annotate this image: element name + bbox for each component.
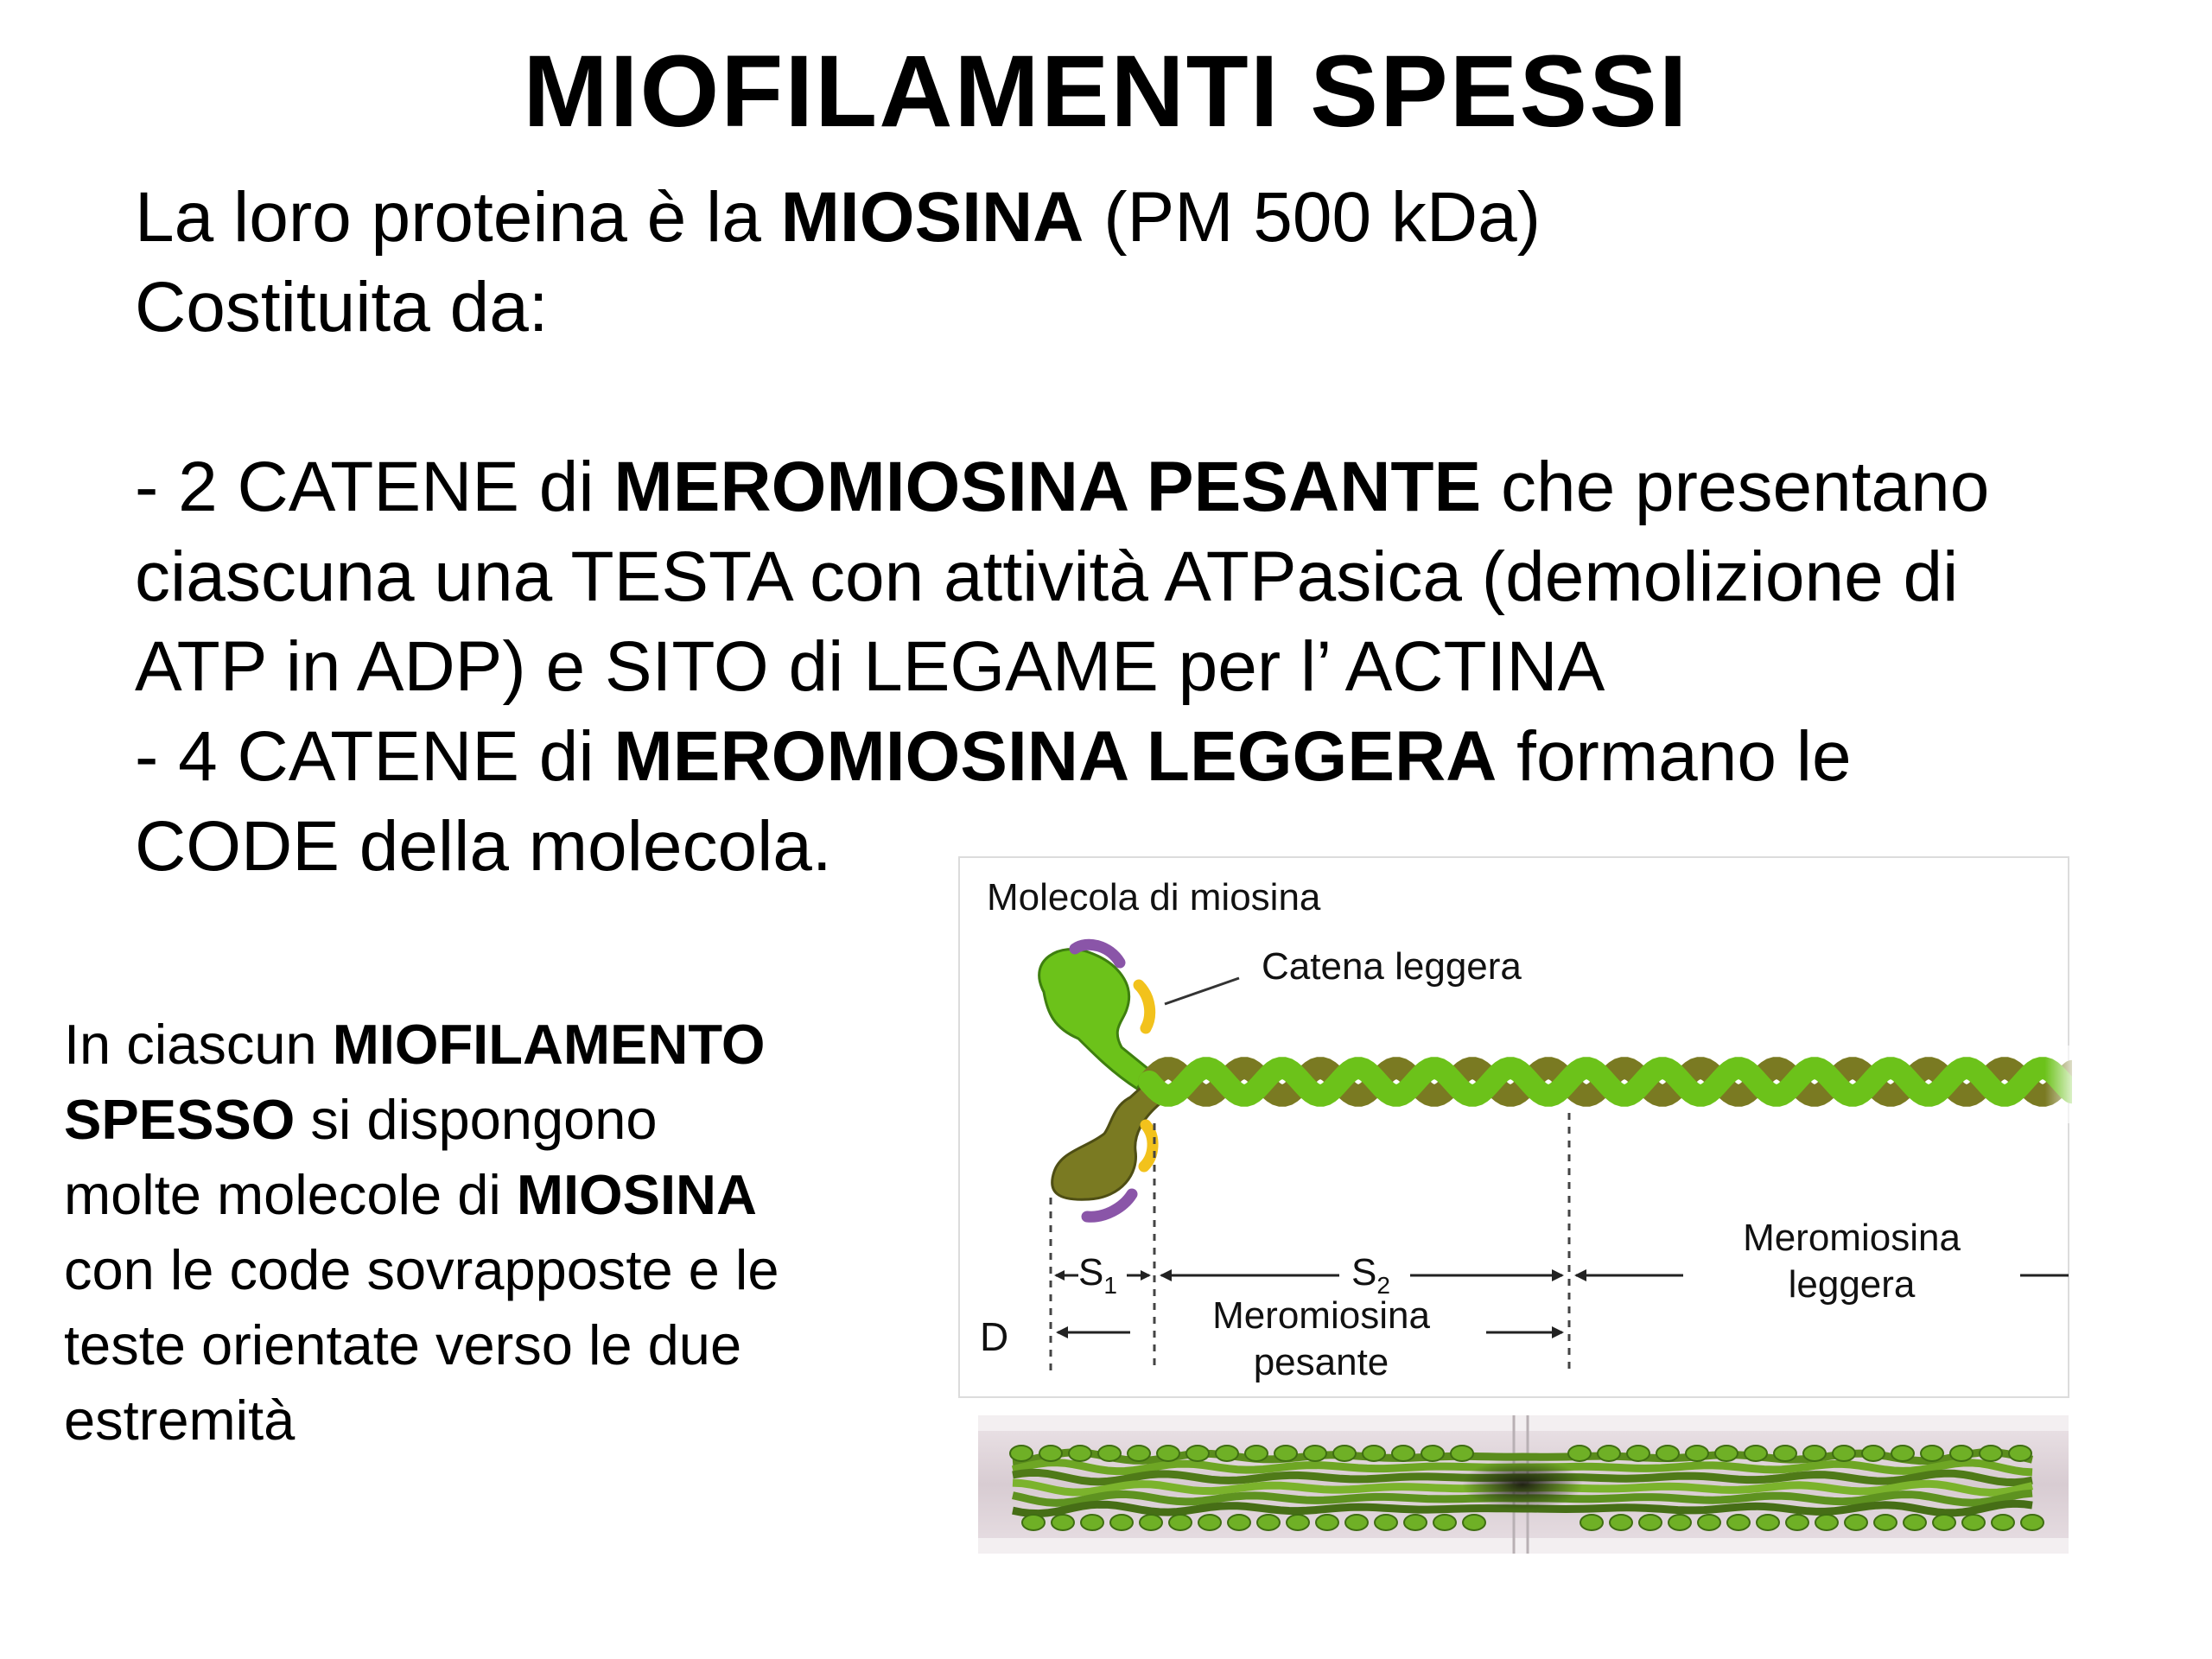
- myosin-head-blob: [1980, 1446, 2002, 1461]
- myosin-head-blob: [1098, 1446, 1121, 1461]
- diagram-caption: Molecola di miosina: [987, 876, 1321, 918]
- myosin-head-blob: [1245, 1446, 1268, 1461]
- intro-line-1: [135, 173, 2122, 263]
- myosin-head-blob: [1669, 1515, 1691, 1530]
- myosin-head-blob: [1421, 1446, 1444, 1461]
- myosin-head-blob: [1110, 1515, 1133, 1530]
- myosin-head-blob: [1568, 1446, 1591, 1461]
- myosin-head-blob: [1698, 1515, 1720, 1530]
- myosin-head-blob: [1157, 1446, 1179, 1461]
- tail-fade: [1891, 1046, 2072, 1123]
- upper-light-chain-yellow: [1139, 985, 1150, 1028]
- myosin-head-blob: [1891, 1446, 1914, 1461]
- s2-arrowhead-right: [1552, 1269, 1564, 1281]
- myosin-head-blob: [1433, 1515, 1456, 1530]
- myosin-head-blob: [1686, 1446, 1708, 1461]
- upper-head: [1039, 950, 1149, 1089]
- side-2b: si dispongono: [295, 1088, 658, 1151]
- light-arrowhead-left: [1574, 1269, 1586, 1281]
- myosin-head-blob: [1610, 1515, 1632, 1530]
- myosin-head-blob: [1715, 1446, 1738, 1461]
- s1-letter: S: [1078, 1251, 1104, 1294]
- myosin-head-blob: [1786, 1515, 1808, 1530]
- myosin-head-blob: [1815, 1515, 1838, 1530]
- myosin-head-blob: [1069, 1446, 1091, 1461]
- myosin-figure: [957, 855, 2072, 1573]
- myosin-head-blob: [1833, 1446, 1855, 1461]
- heavy-arrowhead-right: [1552, 1326, 1564, 1338]
- heavy-meromyosin-label: [1179, 1293, 1464, 1386]
- myosin-head-blob: [2021, 1515, 2044, 1530]
- myosin-head-blob: [1022, 1515, 1045, 1530]
- intro-line-1c: (PM 500 kDa): [1084, 178, 1541, 257]
- myosin-head-blob: [1287, 1515, 1309, 1530]
- myosin-head-blob: [1757, 1515, 1779, 1530]
- myosin-head-blob: [1580, 1515, 1603, 1530]
- myosin-head-blob: [1627, 1446, 1649, 1461]
- micrograph-top-band: [978, 1415, 2069, 1431]
- intro-text: [135, 173, 2122, 892]
- myosin-head-blob: [1081, 1515, 1103, 1530]
- lower-light-chain-yellow: [1144, 1125, 1153, 1166]
- heavy-chain-line-3: ATP in ADP) e SITO di LEGAME per l’ ACTINA: [135, 627, 1605, 706]
- heavy-chain-1b: MEROMIOSINA PESANTE: [613, 448, 1482, 526]
- myosin-molecule-diagram: [957, 855, 2072, 1408]
- panel-letter: D: [980, 1314, 1009, 1359]
- myosin-head-blob: [1228, 1515, 1250, 1530]
- myosin-head-blob: [1745, 1446, 1767, 1461]
- myosin-head-blob: [1992, 1515, 2014, 1530]
- myosin-head-blob: [1198, 1515, 1221, 1530]
- s1-arrowhead-right: [1141, 1270, 1151, 1281]
- heavy-chain-line-1: [135, 442, 2122, 532]
- s2-arrowhead-left: [1160, 1269, 1172, 1281]
- myosin-head-blob: [1656, 1446, 1679, 1461]
- side-3b: MIOSINA: [516, 1163, 757, 1226]
- myosin-head-blob: [1463, 1515, 1485, 1530]
- myosin-head-blob: [1404, 1515, 1427, 1530]
- myosin-head-blob: [1140, 1515, 1162, 1530]
- myosin-head-blob: [1375, 1515, 1397, 1530]
- light-chain-1b: MEROMIOSINA LEGGERA: [613, 717, 1497, 796]
- side-line-4: con le code sovrapposte e le: [64, 1238, 779, 1301]
- myosin-head-blob: [1128, 1446, 1150, 1461]
- side-3a: molte molecole di: [64, 1163, 517, 1226]
- myosin-head-blob: [1639, 1515, 1662, 1530]
- myosin-head-blob: [1862, 1446, 1885, 1461]
- heavy-chain-line-2: ciascuna una TESTA con attività ATPasica (demolizione di: [135, 537, 1959, 616]
- myosin-head-blob: [1304, 1446, 1326, 1461]
- myosin-head-blob: [1216, 1446, 1238, 1461]
- light-chain-1a: - 4 CATENE di: [135, 717, 614, 796]
- myosin-head-blob: [1316, 1515, 1338, 1530]
- myosin-head-blob: [1010, 1446, 1033, 1461]
- myosin-head-blob: [1950, 1446, 1973, 1461]
- side-line-5: teste orientate verso le due: [64, 1313, 742, 1376]
- s1-label: [1078, 1249, 1117, 1309]
- m-line-dark-zone: [1462, 1459, 1583, 1510]
- heavy-chain-1c: che presentano: [1481, 448, 1990, 526]
- light-chain-1c: formano le: [1497, 717, 1852, 796]
- myosin-head-blob: [1274, 1446, 1297, 1461]
- side-1b: MIOFILAMENTO: [332, 1013, 766, 1076]
- myosin-head-blob: [1052, 1515, 1074, 1530]
- s1-arrowhead-left: [1054, 1270, 1065, 1281]
- heavy-chain-1a: - 2 CATENE di: [135, 448, 614, 526]
- myosin-head-blob: [1598, 1446, 1620, 1461]
- myosin-head-blob: [1803, 1446, 1826, 1461]
- side-1a: In ciascun: [64, 1013, 333, 1076]
- micrograph-bottom-band: [978, 1538, 2069, 1554]
- myosin-head-blob: [1933, 1515, 1955, 1530]
- myosin-head-blob: [1774, 1446, 1796, 1461]
- myosin-head-blob: [1345, 1515, 1368, 1530]
- side-2a: SPESSO: [64, 1088, 296, 1151]
- s2-subscript: 2: [1376, 1271, 1390, 1299]
- s2-letter: S: [1351, 1251, 1377, 1294]
- light-chain-line-1: [135, 712, 2122, 802]
- myosin-head-blob: [1904, 1515, 1926, 1530]
- light-label-line-2: leggera: [1788, 1263, 1916, 1306]
- myosin-head-blob: [1451, 1446, 1473, 1461]
- myosin-head-blob: [1874, 1515, 1897, 1530]
- light-label-line-1: Meromiosina: [1743, 1217, 1961, 1259]
- myosin-head-blob: [1845, 1515, 1867, 1530]
- side-line-1: [64, 1007, 893, 1082]
- myosin-head-blob: [1363, 1446, 1385, 1461]
- myosin-head-blob: [2009, 1446, 2031, 1461]
- myosin-head-blob: [1392, 1446, 1414, 1461]
- light-meromyosin-label: [1709, 1215, 1994, 1308]
- side-line-2: [64, 1082, 893, 1157]
- slide-title: MIOFILAMENTI SPESSI: [523, 35, 1689, 149]
- myosin-head-blob: [1039, 1446, 1062, 1461]
- s1-subscript: 1: [1103, 1271, 1117, 1299]
- intro-line-1a: La loro proteina è la: [135, 178, 781, 257]
- thick-filament-micrograph: [978, 1415, 2069, 1554]
- light-chain-pointer: [1165, 978, 1239, 1004]
- heavy-label-line-1: Meromiosina: [1212, 1294, 1430, 1337]
- myosin-head-blob: [1727, 1515, 1750, 1530]
- myosin-head-blob: [1962, 1515, 1985, 1530]
- lower-head: [1052, 1082, 1161, 1199]
- intro-line-1b: MIOSINA: [780, 178, 1084, 257]
- intro-line-2: Costituita da:: [135, 268, 549, 346]
- myosin-head-blob: [1186, 1446, 1209, 1461]
- heavy-label-line-2: pesante: [1253, 1341, 1389, 1383]
- light-chain-line-2: CODE della molecola.: [135, 807, 832, 886]
- myosin-head-blob: [1333, 1446, 1356, 1461]
- side-line-6: estremità: [64, 1389, 296, 1452]
- side-note: [64, 1007, 893, 1458]
- myosin-head-blob: [1921, 1446, 1943, 1461]
- myosin-head-blob: [1257, 1515, 1280, 1530]
- side-line-3: [64, 1157, 893, 1232]
- heavy-arrowhead-left: [1056, 1326, 1068, 1338]
- light-chain-label: Catena leggera: [1262, 945, 1522, 988]
- myosin-head-blob: [1169, 1515, 1192, 1530]
- blank-line: [135, 353, 2122, 442]
